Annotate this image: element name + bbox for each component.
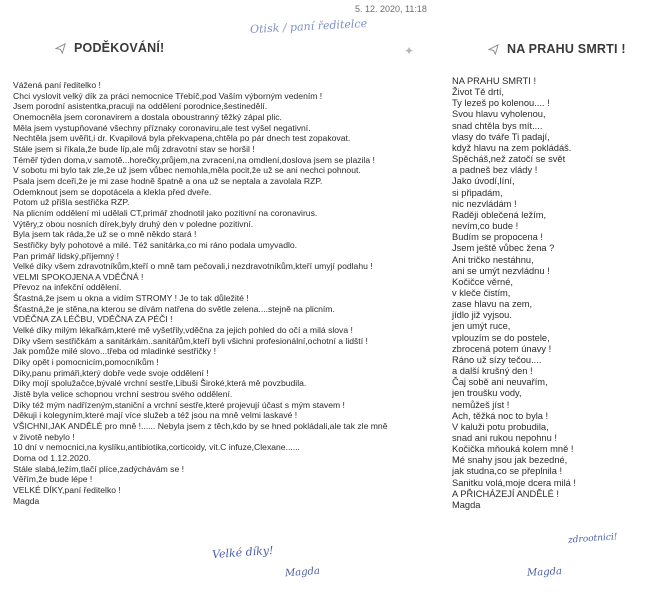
left_panel-line: Díky,panu primáři,který dobře vede svoje oddělení ! xyxy=(13,367,209,378)
right_panel-line: nic nezvládám ! xyxy=(452,198,517,209)
right_panel-line: snad ani rukou nepohnu ! xyxy=(452,433,557,443)
right_panel-line: V kaluži potu probudila, xyxy=(452,421,549,432)
left_panel-line: Vážená paní ředitelko ! xyxy=(13,80,101,90)
right_panel-line: a další krušný den ! xyxy=(452,366,533,377)
right_panel-line: vplouzím se do postele, xyxy=(452,332,550,343)
left_panel-line: Doma od 1.12.2020. xyxy=(13,452,91,463)
right_panel-line: Ráno už sízy tečou.... xyxy=(452,354,542,365)
left_panel-line: Téměř týden doma,v samotě...horečky,průjem,na zvracení,na omdlení,doslova jsem se plazila ! xyxy=(13,154,375,165)
left_panel-line: Jsem porodní asistentka,pracuji na oddělení porodnice,šestinedělí. xyxy=(13,101,268,112)
left_panel-line: Velké díky milým lékařkám,které mě vyšetřily,vděčna za jejich pohled do očí a milá slova ! xyxy=(13,325,353,336)
left_panel-line: Jak pomůže milé slovo...třeba od mladinké sestřičky ! xyxy=(13,346,216,357)
right_panel-line: Magda xyxy=(452,499,481,510)
left_panel-line: Díky všem sestřičkám a sanitárkám..sanitářům,kteří byli všichni profesionální,ochotní a lidští ! xyxy=(13,335,368,346)
right_panel-line: Ani tričko nestáhnu, xyxy=(452,254,534,265)
right_panel-line: nevím,co bude ! xyxy=(452,221,519,232)
left_panel-line: VELMI SPOKOJENA A VDĚČNÁ ! xyxy=(13,271,144,282)
left_panel-line: Onemocněla jsem coronavirem a dostala oboustranný těžký zápal plic. xyxy=(13,111,282,122)
left_panel-line: Díky mojí spolužačce,bývalé vrchní sestře,Libuši Široké,která mě povzbudila. xyxy=(13,378,307,389)
right_panel-line: ani se umýt nezvládnu ! xyxy=(452,265,550,276)
right_panel-line: Ach, těžká noc to byla ! xyxy=(452,410,549,421)
left_panel-line: Šťastná,že jsem u okna a vidím STROMY ! Je to tak důležité ! xyxy=(13,293,249,304)
right_panel-line: Spěcháš,než zatočí se svět xyxy=(452,154,566,165)
left_panel-line: VELKÉ DÍKY,paní ředitelko ! xyxy=(13,484,121,495)
right_panel-line: zbrocená potem únavy ! xyxy=(452,343,552,354)
timestamp: 5. 12. 2020, 11:18 xyxy=(355,4,427,14)
right_panel-line: jak studna,co se přeplnila ! xyxy=(452,466,563,477)
left_panel-line: Chci vyslovit velký dík za práci nemocnice Třebíč,pod Vaším výborným vedením ! xyxy=(13,90,323,101)
left_panel-line: Převoz na infekční oddělení. xyxy=(13,282,122,293)
right_panel-line: v kleče čistím, xyxy=(452,287,511,298)
right-panel-text xyxy=(452,76,576,511)
right_panel-line: jen umýt ruce, xyxy=(452,321,511,332)
right_panel-line: A PŘICHÁZEJÍ ANDĚLÉ ! xyxy=(452,488,559,499)
left_panel-line: Jistě byla velice schopnou vrchní sestrou svého oddělení. xyxy=(13,389,233,400)
left_panel-line: VDĚČNA ZA LÉČBU, VDĚČNA ZA PÉČI ! xyxy=(13,314,173,325)
left_panel-line: v životě nebylo ! xyxy=(13,431,75,442)
left_panel-line: Velké díky všem zdravotníkům,kteří o mně tam pečovali,i nezdravotníkům,kteří umyjí podlahu ! xyxy=(13,261,373,272)
left_panel-line: Sestřičky byly pohotové a milé. Též sanitárka,co mi ráno podala umyvadlo. xyxy=(13,239,298,250)
left_panel-line: Stále slabá,ležím,tlačí plíce,zadýchávám se ! xyxy=(13,463,184,474)
right_panel-line: Raději oblečená ležím, xyxy=(452,209,547,220)
right_panel-line: Ty lezeš po kolenou.... ! xyxy=(452,98,550,109)
left_panel-line: Věřím,že bude lépe ! xyxy=(13,474,93,485)
left_panel-line: 10 dní v nemocnici,na kyslíku,antibiotika,corticoidy, vit.C infuze,Clexane...... xyxy=(13,442,300,453)
left_panel-line: Měla jsem vystupňované všechny příznaky coronaviru,ale test vyšel negativní. xyxy=(13,122,311,133)
handwritten-signature-left: Magda xyxy=(284,565,321,580)
left_panel-line: Na plicním oddělení mi udělali CT,primář zhodnotil jako pozitivní na coronavirus. xyxy=(13,207,318,218)
right_panel-line: Kočičce věrné, xyxy=(452,276,513,287)
right_panel-line: když hlavu na zem pokládáš. xyxy=(452,142,572,153)
left_panel-line: V sobotu mi bylo tak zle,že už jsem vůbec nemohla,měla pocit,že už se ani nechci pohnout. xyxy=(13,165,361,176)
left_panel-line: Pan primář lidský,příjemný ! xyxy=(13,250,120,261)
paper-plane-icon xyxy=(488,44,499,55)
right_panel-line: NA PRAHU SMRTI ! xyxy=(452,76,537,86)
right_panel-line: vlasy do tváře Ti padají, xyxy=(452,131,550,142)
left_panel-line: VŠICHNI,JAK ANDĚLÉ pro mně !...... Nebyla jsem z těch,kdo by se hned pokládali,ale tak zle mně xyxy=(13,421,388,431)
right_panel-line: Mé snahy jsou jak bezedné, xyxy=(452,455,568,466)
right-panel-title-text: NA PRAHU SMRTI ! xyxy=(507,42,626,56)
left_panel-line: Díky opět i pomocnicím,pomocníkům ! xyxy=(13,357,159,368)
right_panel-line: Svou hlavu vyholenou, xyxy=(452,109,546,120)
right_panel-line: snad chtěla bys mít.... xyxy=(452,120,543,131)
left_panel-line: Díky též mým nadřízeným,staniční a vrchní sestře,které projevují účast s mým stavem ! xyxy=(13,399,345,410)
left-panel-title-text: PODĚKOVÁNÍ! xyxy=(74,41,165,55)
star-icon: ✦ xyxy=(404,44,415,58)
handwritten-thanks: Velké díky! xyxy=(211,543,274,562)
right_panel-line: Budím se propocena ! xyxy=(452,232,543,243)
right_panel-line: Kočička mňouká kolem mně ! xyxy=(452,444,574,455)
left_panel-line: Výtěry,z obou nosních dírek,byly druhý den v poledne pozitivní. xyxy=(13,218,254,229)
left_panel-line: Stále jsem si říkala,že bude líp,ale můj zdravotní stav se horšil ! xyxy=(13,143,255,154)
right_panel-line: si připadám, xyxy=(452,187,503,198)
handwritten-right-note: zdrootnici! xyxy=(567,532,618,546)
right-panel-title xyxy=(488,42,626,56)
left_panel-line: Děkuji i kolegyním,které mají více služeb a též jsou na mně velmi laskavé ! xyxy=(13,410,298,421)
paper-plane-icon xyxy=(55,43,66,54)
left-panel-text xyxy=(13,80,387,506)
right_panel-line: jen troušku vody, xyxy=(452,388,522,399)
left_panel-line: Psala jsem dceři,že je mi zase hodně špatně a ona už se neptala a zavolala RZP. xyxy=(13,175,323,186)
handwritten-top-note: Otisk / paní ředitelce xyxy=(249,16,368,37)
left_panel-line: Magda xyxy=(13,495,40,506)
right_panel-line: Sanitku volá,moje dcera milá ! xyxy=(452,477,577,488)
handwritten-signature-right: Magda xyxy=(526,566,563,579)
left_panel-line: Odemknout jsem se dopotácela a klekla před dveře. xyxy=(13,186,212,197)
left-panel-title xyxy=(55,41,164,55)
right_panel-line: jídlo již vyjsou. xyxy=(452,310,512,321)
right_panel-line: a padneš bez vlády ! xyxy=(452,165,538,176)
right_panel-line: Čaj sobě ani neuvařím, xyxy=(452,377,548,388)
left_panel-line: Potom už přišla sestřička RZP. xyxy=(13,197,130,208)
right_panel-line: Život Tě drtí, xyxy=(452,87,505,98)
right_panel-line: Jako úvodí,líní, xyxy=(452,176,515,187)
right_panel-line: Jsem ještě vůbec žena ? xyxy=(452,243,555,254)
left_panel-line: Byla jsem tak ráda,že už se o mně někdo stará ! xyxy=(13,229,197,240)
left_panel-line: Šťastná,že je stěna,na kterou se dívám natřena do světle zelena....stejně na plicním. xyxy=(13,303,335,314)
right_panel-line: zase hlavu na zem, xyxy=(452,299,533,310)
left_panel-line: Nechtěla jsem uvěřit,i dr. Kvapilová byla překvapena,chtěla po pár dnech test zopakovat. xyxy=(13,133,351,144)
right_panel-line: nemůžeš jíst ! xyxy=(452,399,510,410)
